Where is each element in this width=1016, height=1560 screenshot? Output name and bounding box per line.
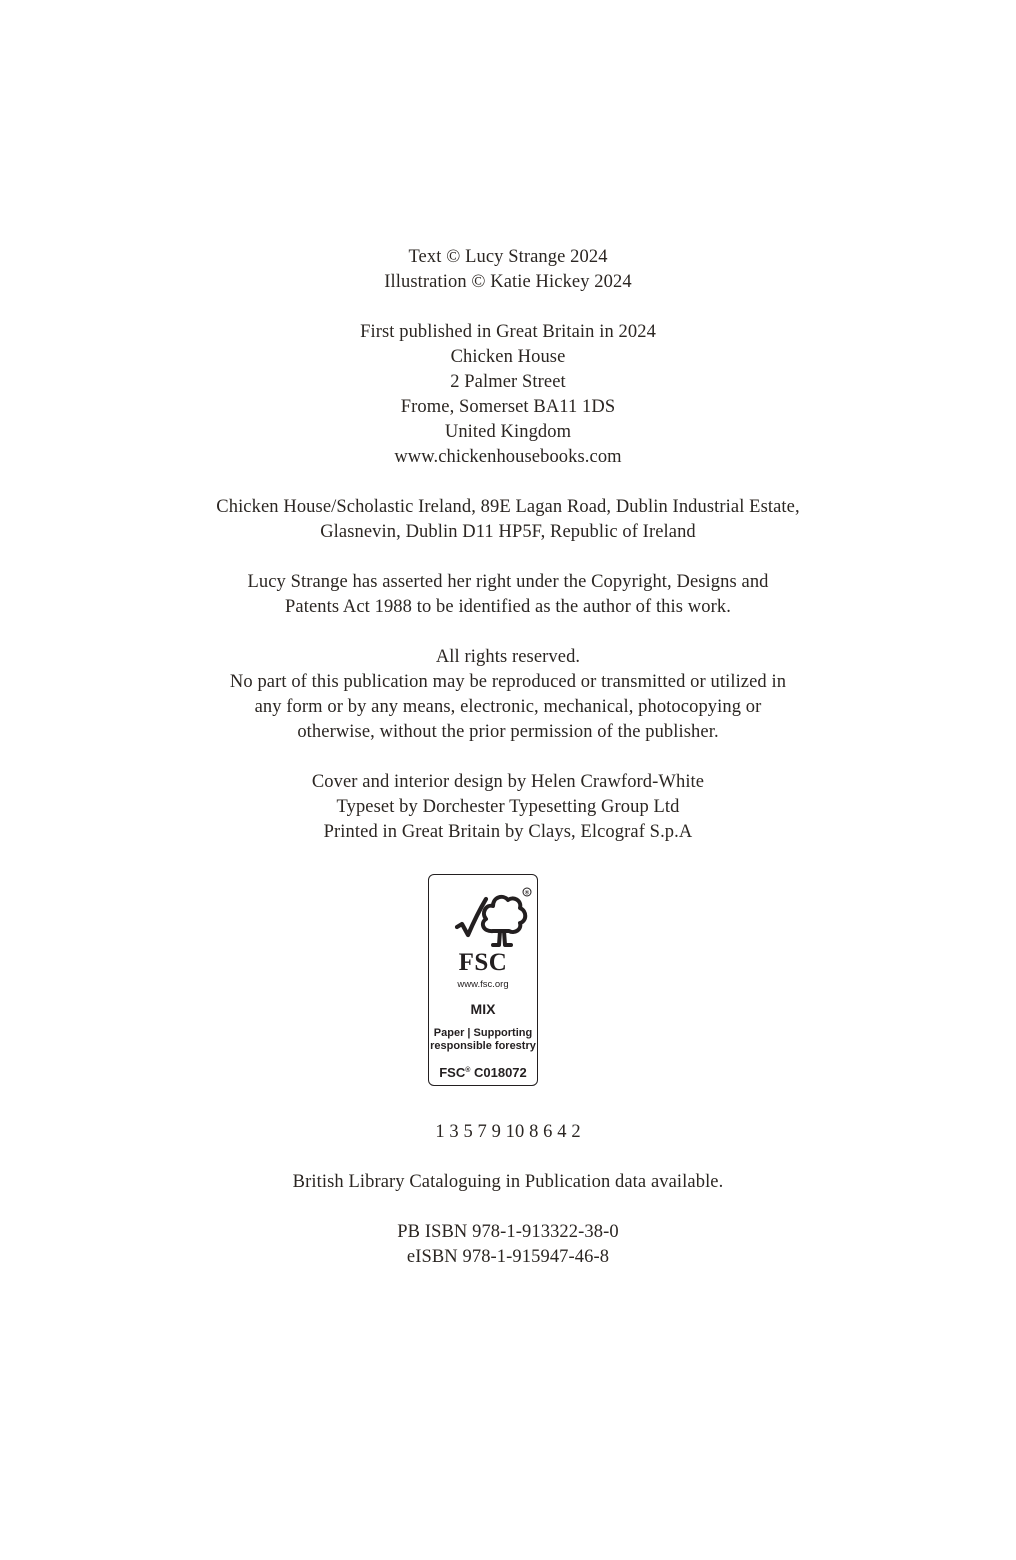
fsc-license-code	[429, 1065, 537, 1080]
publisher-block	[0, 320, 1016, 470]
isbn-block	[0, 1220, 1016, 1270]
pb-isbn: PB ISBN 978-1-913322-38-0	[397, 1222, 619, 1242]
rights-line2: No part of this publication may be reproduced or transmitted or utilized in	[229, 672, 787, 692]
fsc-code-mark: ®	[465, 1067, 471, 1074]
ireland-address-line2: Glasnevin, Dublin D11 HP5F, Republic of Ireland	[320, 522, 696, 542]
fsc-claim-line2: responsible forestry	[430, 1040, 536, 1052]
first-published-line: First published in Great Britain in 2024	[360, 322, 656, 342]
fsc-tree-check-icon	[453, 887, 533, 951]
copyright-notices	[0, 245, 1016, 295]
rights-line4: otherwise, without the prior permission of the publisher.	[297, 722, 719, 742]
printer-credit: Printed in Great Britain by Clays, Elcograf S.p.A	[323, 822, 693, 842]
fsc-category: MIX	[470, 1001, 496, 1017]
moral-rights-line2: Patents Act 1988 to be identified as the author of this work.	[285, 597, 731, 617]
production-credits	[0, 770, 1016, 845]
cip-line: British Library Cataloguing in Publication data available.	[292, 1172, 724, 1192]
moral-rights-statement	[0, 570, 1016, 620]
fsc-claim	[429, 1027, 537, 1053]
design-credit: Cover and interior design by Helen Crawford-White	[311, 772, 705, 792]
ebook-isbn: eISBN 978-1-915947-46-8	[406, 1247, 610, 1267]
rights-reserved-statement	[0, 645, 1016, 745]
fsc-code-prefix: FSC	[439, 1065, 466, 1080]
publisher-country: United Kingdom	[444, 422, 572, 442]
fsc-claim-line1: Paper | Supporting	[433, 1027, 533, 1039]
publisher-street: 2 Palmer Street	[450, 372, 566, 392]
fsc-registered-mark: ®	[524, 890, 530, 897]
printer-key	[0, 1120, 1016, 1145]
ireland-address-line1: Chicken House/Scholastic Ireland, 89E Lagan Road, Dublin Industrial Estate,	[216, 497, 800, 517]
fsc-wordmark: FSC	[458, 949, 508, 976]
illustration-copyright-line: Illustration © Katie Hickey 2024	[384, 272, 632, 292]
cip-statement	[0, 1170, 1016, 1195]
fsc-code-number: C018072	[474, 1065, 527, 1080]
text-copyright-line: Text © Lucy Strange 2024	[408, 247, 608, 267]
publisher-name: Chicken House	[450, 347, 566, 367]
rights-line3: any form or by any means, electronic, mechanical, photocopying or	[254, 697, 762, 717]
fsc-logo	[428, 874, 538, 1086]
fsc-url: www.fsc.org	[457, 979, 509, 990]
rights-line1: All rights reserved.	[435, 647, 581, 667]
moral-rights-line1: Lucy Strange has asserted her right under the Copyright, Designs and	[247, 572, 769, 592]
ireland-address	[0, 495, 1016, 545]
printer-key-numbers: 1 3 5 7 9 10 8 6 4 2	[435, 1122, 581, 1142]
publisher-town: Frome, Somerset BA11 1DS	[400, 397, 616, 417]
typeset-credit: Typeset by Dorchester Typesetting Group Ltd	[336, 797, 680, 817]
publisher-website: www.chickenhousebooks.com	[394, 447, 622, 467]
